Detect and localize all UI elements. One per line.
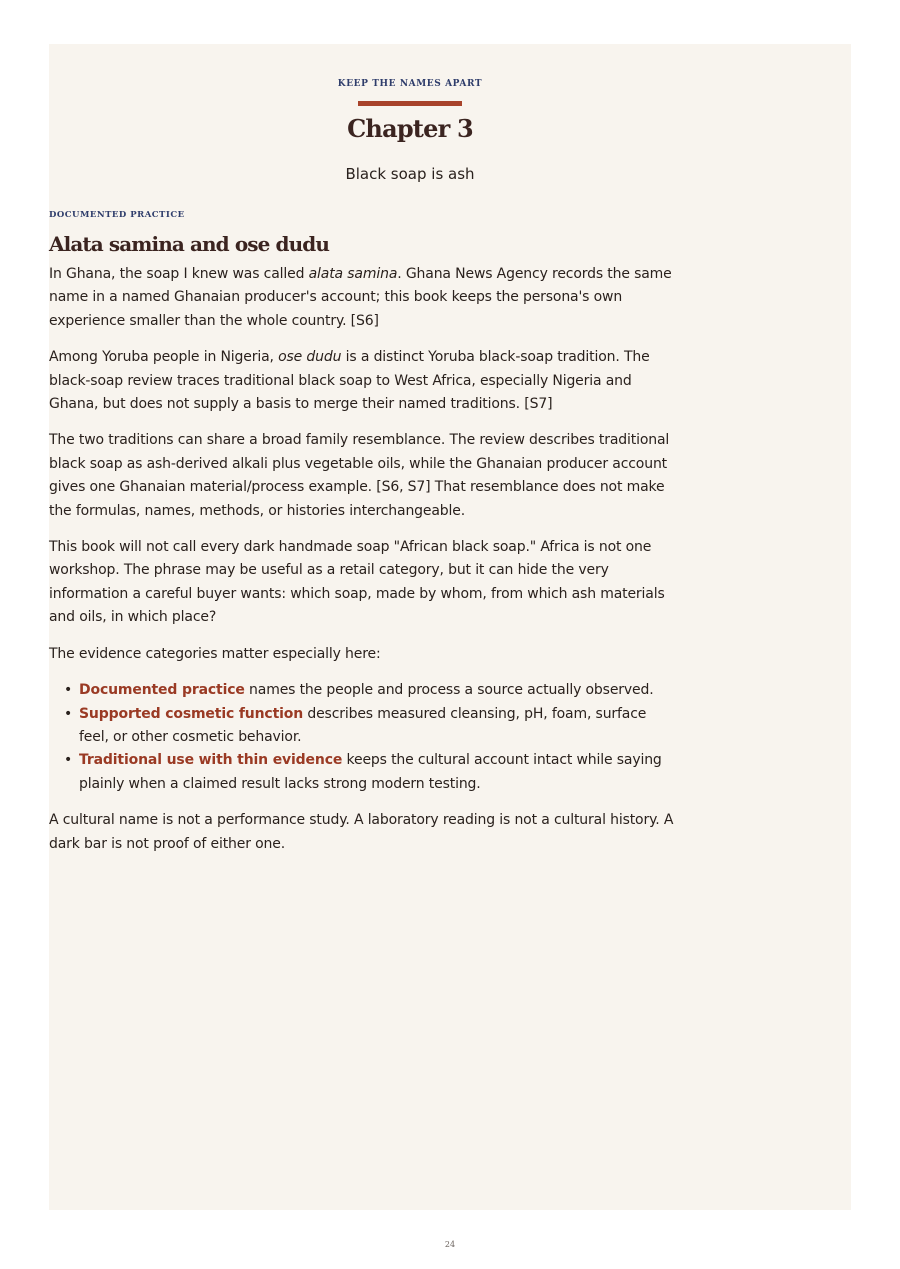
evidence-description: names the people and process a source actually observed.: [244, 682, 654, 699]
paragraph-text: . Ghana News Agency records the same name in a named Ghanaian producer's account; this book keeps the persona's own experience smaller than the whole country. [S6]: [49, 266, 672, 329]
evidence-term: Supported cosmetic function: [79, 705, 304, 722]
chapter-title: Chapter 3: [347, 114, 473, 143]
bullet-icon: •: [64, 682, 73, 699]
bullet-icon: •: [64, 752, 73, 769]
page-number: 24: [444, 1240, 456, 1249]
paragraph-family-resemblance: The two traditions can share a broad family resemblance. The review describes traditional black soap as ash-derived alkali plus vegetable oils, while the Ghanaian producer account gives one Ghanaian material/process example. [S6, S7] That resemblance does not make the formulas, names, methods, or histories interchangeable.: [49, 432, 670, 519]
evidence-description: keeps the cultural account intact while saying plainly when a claimed result lacks strong modern testing.: [79, 752, 662, 792]
section-label: DOCUMENTED PRACTICE: [49, 210, 185, 220]
bullet-icon: •: [64, 705, 73, 722]
emphasized-term: ose dudu: [278, 349, 342, 366]
evidence-term: Traditional use with thin evidence: [79, 752, 343, 769]
evidence-category-list: [49, 679, 674, 796]
paragraph-closing: A cultural name is not a performance study. A laboratory reading is not a cultural history. A dark bar is not proof of either one.: [49, 812, 674, 852]
evidence-description: describes measured cleansing, pH, foam, surface feel, or other cosmetic behavior.: [79, 705, 647, 745]
list-item-documented-practice: [64, 679, 674, 702]
paragraph-text: is a distinct Yoruba black-soap tradition. The black-soap review traces traditional black soap to West Africa, especially Nigeria and Ghana, but does not supply a basis to merge their named traditions. [S7]: [49, 349, 650, 413]
paragraph-text: Among Yoruba people in Nigeria,: [49, 349, 279, 366]
paragraph-evidence-intro: The evidence categories matter especially here:: [49, 645, 381, 662]
kicker-rule-divider: [358, 101, 462, 106]
chapter-body: [49, 209, 674, 856]
list-item-supported-cosmetic-function: [64, 703, 674, 750]
paragraph-alata-samina: [49, 263, 674, 333]
chapter-subtitle: Black soap is ash: [345, 165, 475, 183]
chapter-kicker: KEEP THE NAMES APART: [337, 79, 483, 89]
evidence-term: Documented practice: [79, 682, 245, 699]
paragraph-african-black-soap: This book will not call every dark handmade soap "African black soap." Africa is not one workshop. The phrase may be useful as a retail category, but it can hide the very information a careful buyer wants: which soap, made by whom, from which ash materials and oils, in which place?: [49, 539, 665, 626]
paragraph-text: In Ghana, the soap I knew was called: [49, 266, 309, 282]
paragraph-ose-dudu: [49, 346, 674, 416]
list-item-traditional-use: [64, 749, 674, 796]
emphasized-term: alata samina: [308, 266, 398, 282]
section-title: Alata samina and ose dudu: [49, 232, 329, 256]
